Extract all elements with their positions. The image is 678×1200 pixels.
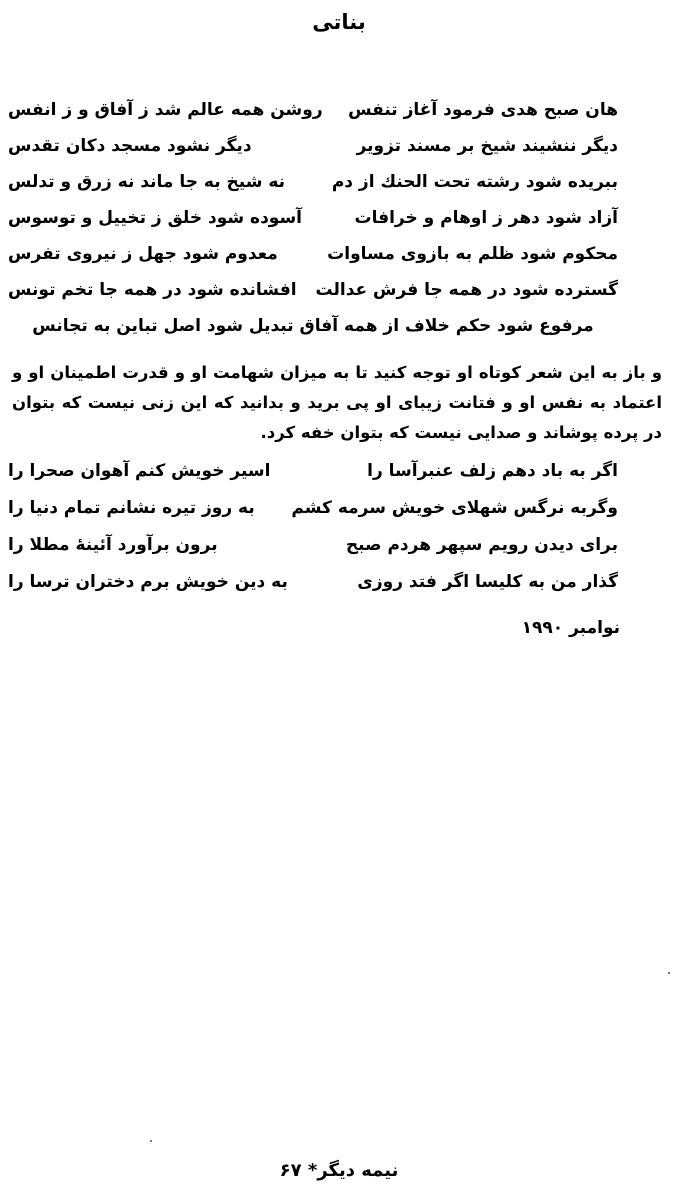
verse-2 — [8, 128, 618, 164]
scan-speck — [150, 1140, 152, 1142]
verse-hemistich-left: به دین خویش برم دختران ترسا را — [8, 571, 288, 592]
verse-full-line: مرفوع شود حکم خلاف از همه آفاق تبدیل شود اصل تباین به تجانس — [32, 316, 594, 336]
verse-hemistich-right: آزاد شود دهر ز اوهام و خرافات — [354, 208, 618, 228]
verse-hemistich-left: روشن همه عالم شد ز آفاق و ز انفس — [8, 100, 323, 120]
verse-2 — [8, 489, 618, 526]
verse-hemistich-right: محکوم شود ظلم به بازوی مساوات — [327, 244, 618, 264]
verse-hemistich-left: نه شیخ به جا ماند نه زرق و تدلس — [8, 172, 286, 192]
verse-1 — [8, 452, 618, 489]
verse-hemistich-right: هان صبح هدی فرمود آغاز تنفس — [348, 100, 618, 120]
poem-section-2 — [8, 452, 618, 600]
scan-speck — [668, 972, 670, 974]
page-footer: نیمه دیگر* ۶۷ — [279, 1160, 399, 1181]
verse-7 — [8, 308, 618, 344]
verse-hemistich-left: دیگر نشود مسجد دکان تقدس — [8, 136, 252, 156]
verse-hemistich-left: اسیر خویش کنم آهوان صحرا را — [8, 460, 271, 481]
poem-section-1 — [8, 92, 618, 344]
date-line: نوامبر ۱۹۹۰ — [521, 618, 620, 638]
verse-hemistich-right: دیگر ننشیند شیخ بر مسند تزویر — [356, 136, 618, 156]
verse-4 — [8, 563, 618, 600]
verse-6 — [8, 272, 618, 308]
verse-hemistich-right: گسترده شود در همه جا فرش عدالت — [315, 280, 618, 300]
verse-hemistich-left: افشانده شود در همه جا تخم تونس — [8, 280, 297, 300]
verse-5 — [8, 236, 618, 272]
verse-hemistich-right: گذار من به کلیسا اگر فتد روزی — [357, 571, 618, 592]
verse-3 — [8, 164, 618, 200]
verse-3 — [8, 526, 618, 563]
verse-1 — [8, 92, 618, 128]
verse-hemistich-right: برای دیدن رویم سپهر هردم صبح — [345, 534, 618, 555]
verse-hemistich-left: معدوم شود جهل ز نیروی تفرس — [8, 244, 278, 264]
verse-hemistich-left: به روز تیره نشانم تمام دنیا را — [8, 497, 255, 518]
verse-4 — [8, 200, 618, 236]
verse-hemistich-right: وگربه نرگس شهلای خویش سرمه کشم — [291, 497, 618, 518]
verse-hemistich-left: آسوده شود خلق ز تخییل و توسوس — [8, 208, 303, 228]
verse-hemistich-right: ببریده شود رشته تحت الحنك از دم — [331, 172, 618, 192]
verse-hemistich-left: برون برآورد آئینهٔ مطلا را — [8, 534, 218, 555]
verse-hemistich-right: اگر به باد دهم زلف عنبرآسا را — [367, 460, 618, 481]
prose-paragraph: و باز به این شعر کوتاه او توجه کنید تا به میزان شهامت او و قدرت اطمینان او و اعتماد به نفس او و فتانت زیبای او پی برید و بدانید که این زنی نیست که بتوان در پرده پوشاند و صدایی نیست که بتوان خفه کرد. — [12, 363, 662, 442]
page-title: بناتی — [312, 10, 366, 34]
